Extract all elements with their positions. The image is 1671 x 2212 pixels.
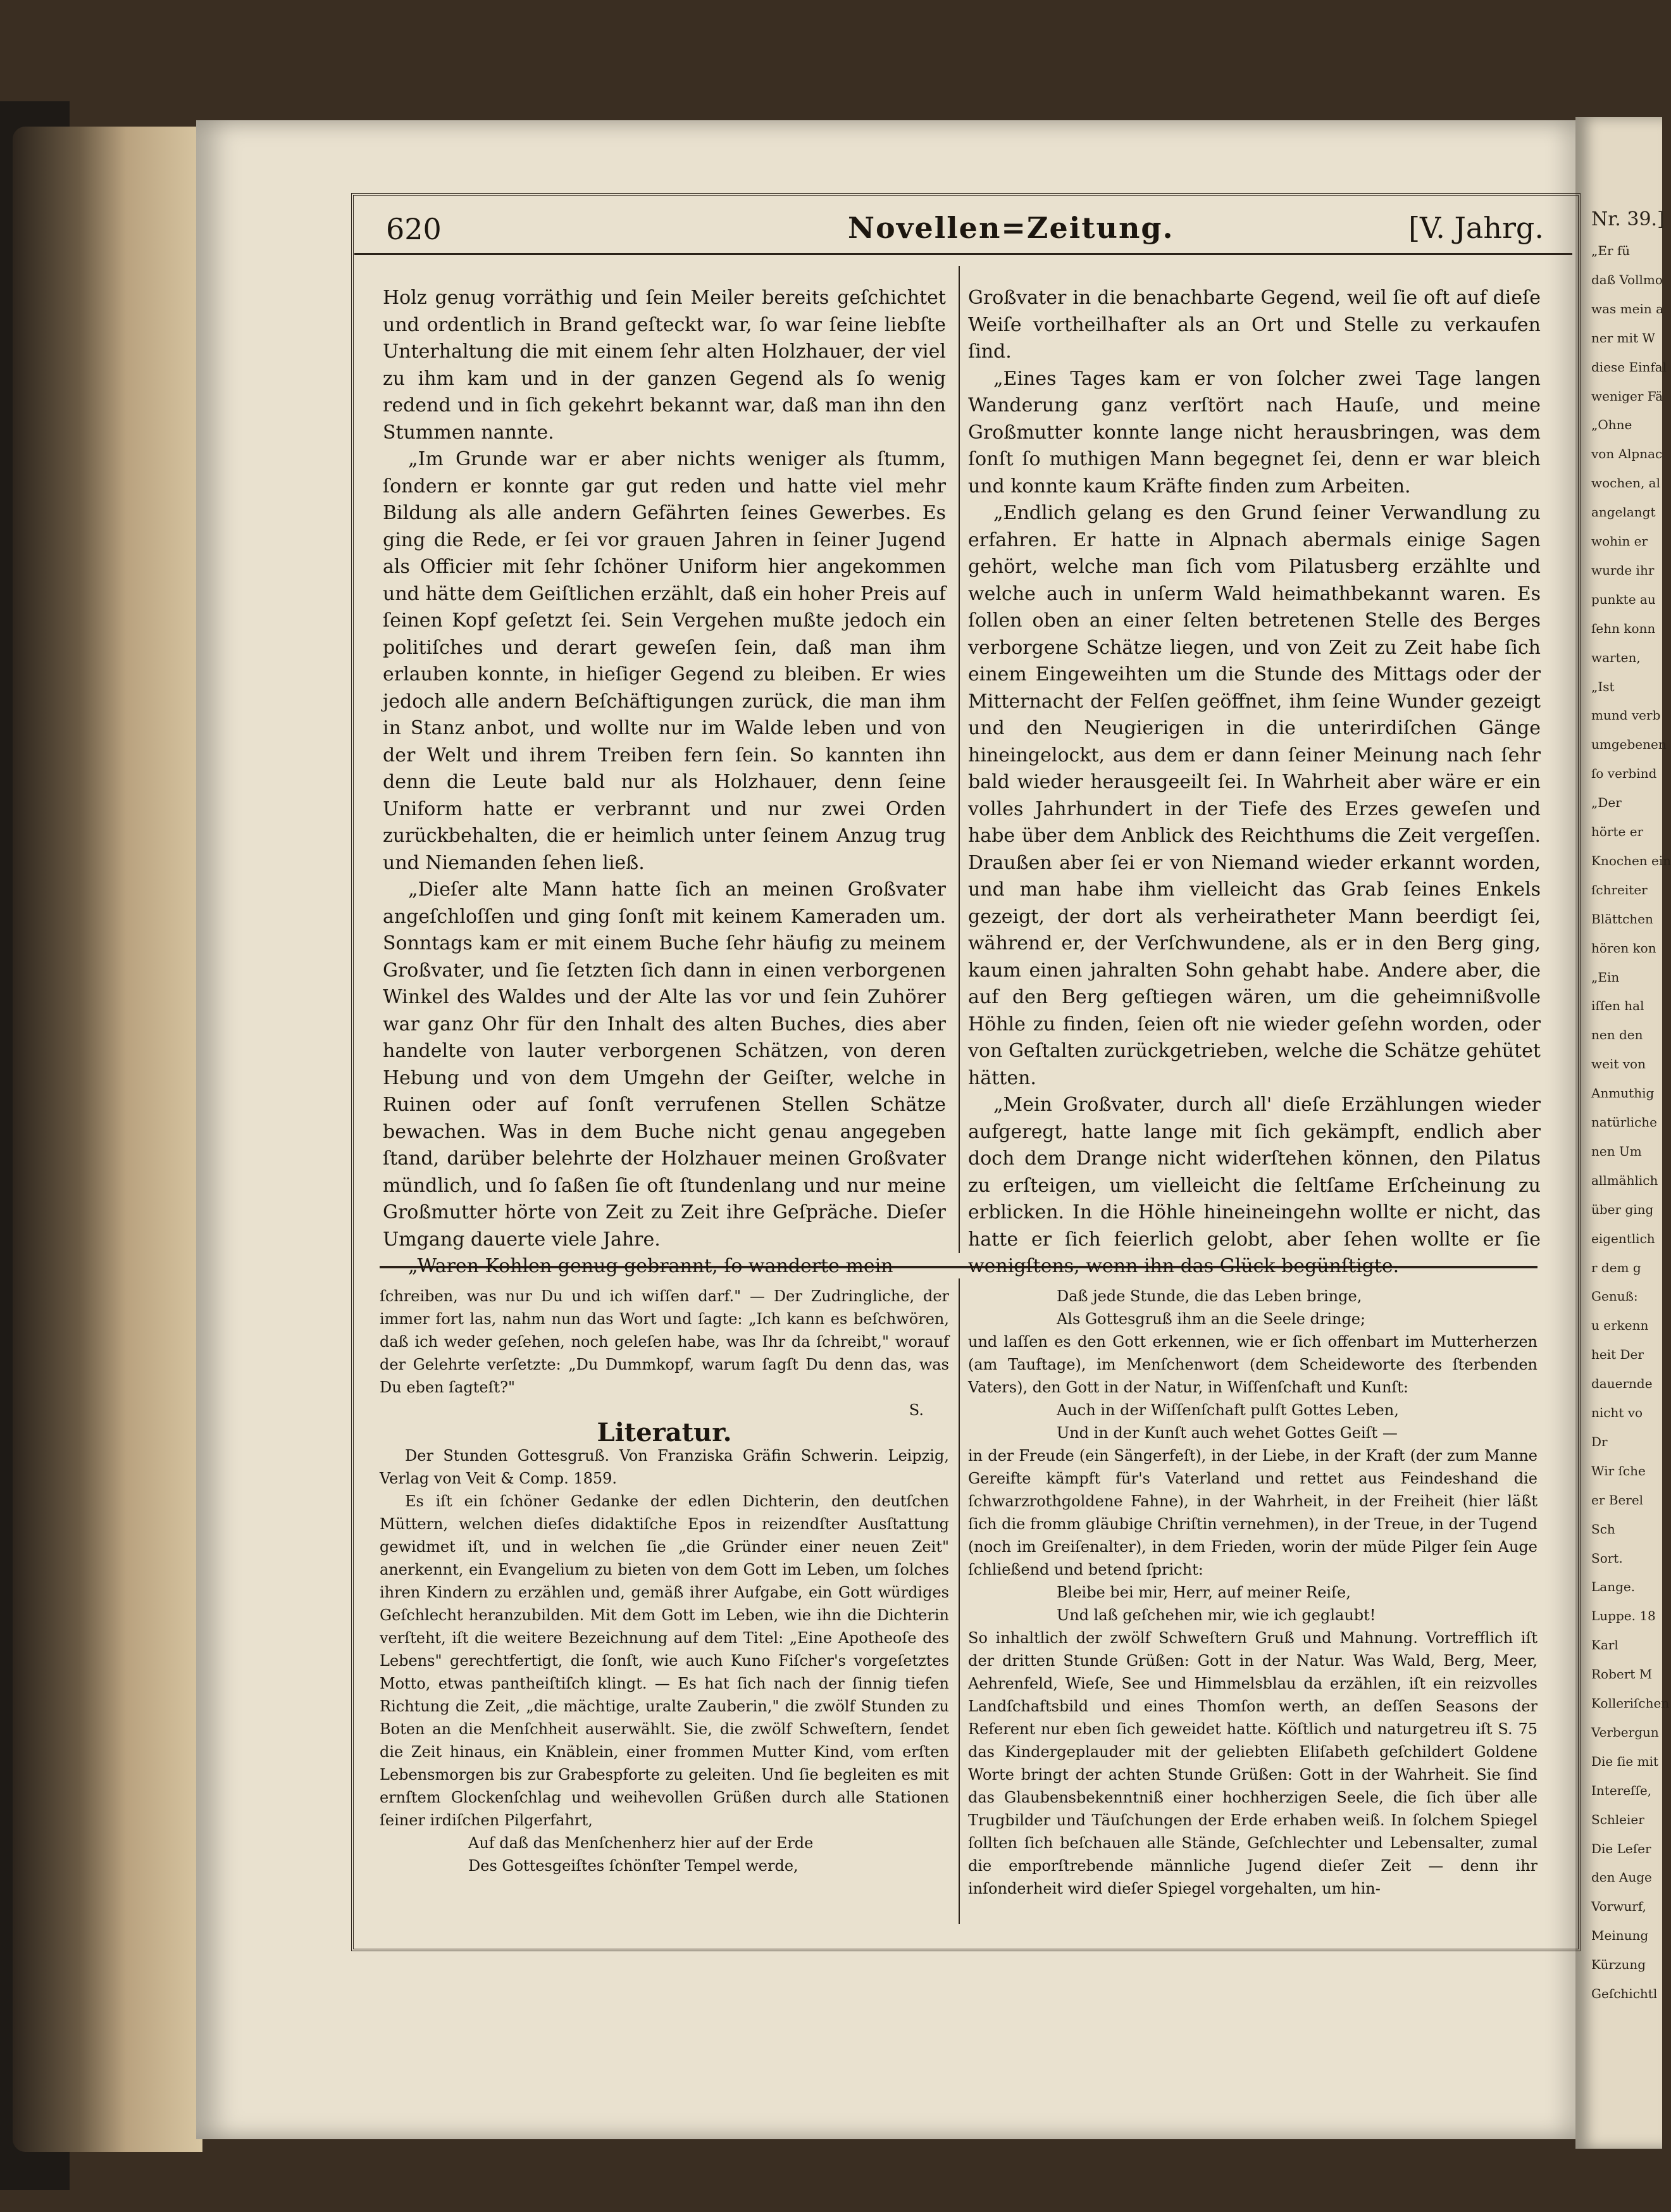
next-page-snippet: über ging	[1591, 1201, 1654, 1217]
next-page-snippet: was mein a	[1591, 301, 1664, 316]
next-page-snippet: punkte au	[1591, 591, 1656, 607]
next-page-snippet: natürliche	[1591, 1115, 1657, 1130]
next-page-snippet: wurde ihr	[1591, 562, 1655, 578]
next-page-snippet: ſchreiter	[1591, 882, 1648, 897]
next-page-snippet: Die ſie mit	[1591, 1753, 1659, 1769]
verse-line: Als Gottesgruß ihm an die Seele dringe;	[1057, 1310, 1366, 1328]
upper-left-column	[383, 285, 946, 1280]
next-page-snippet: warten,	[1591, 649, 1641, 665]
next-page-snippet: ner mit W	[1591, 330, 1655, 346]
review-text: in der Freude (ein Sängerfeſt), in der Liebe, in der Kraft (der zum Manne Gereifte kämpft für's Vaterland und rettet aus Feindeshand die ſchwarzrothgoldene Fahne), in der Wahrheit, in der Freiheit (hier läßt ſich die fromm gläubige Chriſtin vernehmen), in der Treue, in der Tugend (noch im Greiſenalter), in dem Frieden, worin der müde Pilger ſein Auge ſchließend und betend ſpricht:	[968, 1447, 1537, 1578]
next-page-snippet: Karl	[1591, 1637, 1618, 1653]
anecdote-text: ſchreiben, was nur Du und ich wiſſen darf." — Der Zudringliche, der immer fort las, nahm nun das Wort und ſagte: „Ich kann es beſchwören, daß ich weder geſehen, noch geleſen habe, was Ihr da ſchreibt," worauf der Gelehrte verſetzte: „Du Dummkopf, warum ſagſt Du denn das, was Du eben ſagteſt?"	[380, 1287, 949, 1396]
next-page-snippet: „Er fü	[1591, 243, 1631, 258]
paragraph: „Waren Kohlen genug gebrannt, ſo wanderte mein	[408, 1255, 893, 1277]
review-text: Es iſt ein ſchöner Gedanke der edlen Dichterin, den deutſchen Müttern, welchen dieſes didaktiſche Epos in reizendſter Ausſtattung gewidmet iſt, und in welchen ſie „die Gründer einer neuen Zeit" anerkennt, ein Evangelium zu bieten von dem Gott im Leben, um ſolches ihren Kindern zu erzählen und, gemäß ihrer Aufgabe, ein Gott würdiges Geſchlecht heranzubilden. Mit dem Gott im Leben, wie ihn die Dichterin verſteht, iſt die weitere Bezeichnung auf dem Titel: „Eine Apotheoſe des Lebens" gerechtfertigt, die ſonſt, wie auch Kuno Fiſcher's vorgeſetztes Motto, etwas pantheiſtiſch klingt. — Es hat ſich nach der ſinnig tiefen Richtung die Zeit, „die mächtige, uralte Zauberin," die zwölf Stunden zu Boten an die Menſchheit auserwählt. Sie, die zwölf Schweſtern, ſendet die Zeit hinaus, ein Knäblein, einer frommen Mutter Kind, vom erſten Lebensmorgen bis zur Grabespforte zu geleiten. Und ſie begleiten es mit ernſtem Glockenſchlag und weihevollen Grüßen durch alle Stationen ſeiner irdiſchen Pilgerfahrt,	[380, 1492, 949, 1829]
verse-line: Auf daß das Menſchenherz hier auf der Erde	[468, 1834, 814, 1852]
paragraph: „Dieſer alte Mann hatte ſich an meinen Großvater angeſchloſſen und ging ſonſt mit keinem Kameraden um. Sonntags kam er mit einem Buche ſehr häufig zu meinem Großvater, und ſie ſetzten ſich dann in einen verborgenen Winkel des Waldes und der Alte las vor und ſein Zuhörer war ganz Ohr für den Inhalt des alten Buches, dies aber handelte von lauter verborgenen Schätzen, von deren Hebung und von dem Umgehn der Geiſter, welche in Ruinen oder auf ſonſt verrufenen Stellen Schätze bewachen. Was in dem Buche nicht genau angegeben ſtand, darüber belehrte der Holzhauer meinen Großvater mündlich, und ſo ſaßen ſie oft ſtundenlang und nur meine Großmutter hörte von Zeit zu Zeit ihre Geſpräche. Dieſer Umgang dauerte viele Jahre.	[383, 878, 946, 1251]
next-page-snippet: diese Einfal	[1591, 359, 1667, 375]
next-page-snippet: Kolleriſchen	[1591, 1696, 1670, 1711]
next-page-snippet: Blättchen	[1591, 911, 1653, 927]
next-page-snippet: Luppe. 18	[1591, 1608, 1656, 1624]
upper-column-divider	[959, 266, 960, 1253]
verse-line: Und laß geſchehen mir, wie ich geglaubt!	[1057, 1606, 1376, 1624]
next-page-snippet: mund verb	[1591, 708, 1661, 723]
next-page-snippet: Robert M	[1591, 1666, 1653, 1682]
lower-right-column	[968, 1285, 1537, 1900]
next-page-snippet: Meinung	[1591, 1928, 1649, 1944]
next-page-snippet: Dr	[1591, 1434, 1608, 1449]
next-page-snippet: ſo verbind	[1591, 766, 1657, 782]
verse-line: Des Gottesgeiſtes ſchönſter Tempel werde,	[468, 1857, 798, 1875]
next-page-snippet: „Ist	[1591, 678, 1615, 694]
verse-line: Und in der Kunſt auch wehet Gottes Geiſt —	[1057, 1424, 1398, 1442]
next-page-snippet: wochen, al	[1591, 475, 1660, 491]
next-page-snippet: Sch	[1591, 1521, 1615, 1537]
next-page-snippet: „Der	[1591, 795, 1622, 811]
paragraph: „Endlich gelang es den Grund ſeiner Verwandlung zu erfahren. Er hatte in Alpnach abermals einige Sagen gehört, welche man ſich vom Pilatusberg erzählte und welche auch in unſerm Wald heimathbekannt waren. Es ſollen oben an einer ſelten betretenen Stelle des Berges verborgene Schätze liegen, und von Zeit zu Zeit habe ſich einem Eingeweihten um die Stunde des Mittags oder der Mitternacht der Felſen geöffnet, ihm ſeine Wunder gezeigt und den Neugierigen in die unterirdiſchen Gänge hineingelockt, aus dem er dann ſeiner Meinung nach ſehr bald wieder herausgeeilt ſei. In Wahrheit aber wäre er ein volles Jahrhundert in der Tiefe des Erzes geweſen und habe über dem Anblick des Reichthums die Zeit vergeſſen. Draußen aber ſei er von Niemand wieder erkannt worden, und man habe ihm vielleicht das Grab ſeines Enkels gezeigt, der dort als verheiratheter Mann beerdigt ſei, während er, der Verſchwundene, als er in den Berg ging, kaum einen jahralten Sohn gehabt habe. Andere aber, die auf den Berg geſtiegen wären, um die geheimnißvolle Höhle zu finden, ſeien oft nie wieder geſehn worden, oder von Geſtalten zurückgetrieben, welche die Schätze gehütet hätten.	[968, 502, 1541, 1089]
next-page-snippet: nen den	[1591, 1027, 1643, 1043]
next-page-snippet: Anmuthig	[1591, 1085, 1655, 1101]
review-text: und laſſen es den Gott erkennen, wie er ſich offenbart im Mutterherzen (am Tauftage), im Menſchenwort (dem Scheideworte des ſterbenden Vaters), den Gott in der Natur, in Wiſſenſchaft und Kunſt:	[968, 1333, 1537, 1396]
verse-line: Bleibe bei mir, Herr, auf meiner Reiſe,	[1057, 1584, 1351, 1601]
next-page-snippet: Lange.	[1591, 1579, 1636, 1595]
next-page-snippet: „Ein	[1591, 969, 1620, 985]
next-page-snippet: Geſchichtl	[1591, 1986, 1658, 2002]
next-page-snippet: allmählich	[1591, 1172, 1658, 1188]
journal-title: Novellen=Zeitung.	[848, 211, 1174, 245]
paragraph: Großvater in die benachbarte Gegend, weil ſie oft auf dieſe Weiſe vortheilhafter als an Ort und Stelle zu verkaufen ſind.	[968, 287, 1541, 363]
paragraph: „Mein Großvater, durch all' dieſe Erzählungen wieder aufgeregt, hatte lange mit ſich gekämpft, endlich aber doch dem Drange nicht widerſtehen können, den Pilatus zu erſteigen, um vielleicht die ſeltſame Erſcheinung zu erblicken. In die Höhle hineineingehn wollte er nicht, das hatte er ſich feierlich gelobt, aber ſehen wollte er ſie wenigſtens, wenn ihn das Glück begünſtigte.	[968, 1094, 1541, 1277]
next-page-snippet: r dem g	[1591, 1259, 1641, 1275]
verse-line: Daß jede Stunde, die das Leben bringe,	[1057, 1287, 1362, 1305]
review-text: So inhaltlich der zwölf Schweſtern Gruß und Mahnung. Vortrefflich iſt der dritten Stunde Grüßen: Gott in der Natur. Was Wald, Berg, Meer, Aehrenfeld, Wieſe, See und Himmelsblau da erzählen, iſt ein reizvolles Landſchaftsbild und eines Thomſon werth, an deſſen Seasons der Referent nur eben ſich geweidet hatte. Köſtlich und naturgetreu iſt S. 75 das Kindergeplauder mit der geliebten Eliſabeth geſchildert Goldene Worte bringt der achten Stunde Grüßen: Gott in der Wahrheit. Sie ſind das Glaubensbekenntniß einer hochherzigen Seele, die ſich über alle Trugbilder und Täuſchungen der Erde erhaben weiß. In ſolchem Spiegel ſollten ſich beſchauen alle Stände, Geſchlechter und Lebensalter, zumal die emporſtrebende männliche Jugend dieſer Zeit — denn ihr inſonderheit wird dieſer Spiegel vorgehalten, um hin-	[968, 1629, 1537, 1897]
next-page-snippet: Knochen ein	[1591, 853, 1671, 868]
next-page-snippet: dauernde	[1591, 1376, 1653, 1392]
next-page-snippet: weniger Fä	[1591, 388, 1663, 404]
volume-year: [V. Jahrg.	[1408, 211, 1544, 245]
next-page-snippet: er Berel	[1591, 1492, 1644, 1508]
next-page-edge	[1575, 117, 1671, 2149]
next-page-snippet: „Ohne	[1591, 417, 1632, 433]
next-page-snippet: Die Leſer	[1591, 1840, 1651, 1856]
header-rule	[354, 253, 1572, 255]
next-page-snippet: nicht vo	[1591, 1405, 1643, 1421]
next-page-snippet: iſſen hal	[1591, 998, 1644, 1014]
next-page-snippet: u erkenn	[1591, 1318, 1649, 1334]
next-page-snippet: von Alpnac	[1591, 446, 1663, 462]
next-page-issue: Nr. 39.]	[1591, 208, 1665, 230]
next-page-snippet: wohin er	[1591, 534, 1648, 549]
paragraph: „Eines Tages kam er von ſolcher zwei Tage langen Wanderung ganz verſtört nach Hauſe, und meine Großmutter konnte lange nicht herausbringen, was dem ſonſt ſo muthigen Mann begegnet ſei, denn er war bleich und konnte kaum Kräfte finden zum Arbeiten.	[968, 367, 1541, 497]
next-page-snippet: Wir ſche	[1591, 1463, 1646, 1478]
page-stack-edge	[13, 127, 202, 2152]
next-page-snippet: Kürzung	[1591, 1957, 1646, 1973]
next-page-snippet: ſehn konn	[1591, 620, 1656, 636]
next-page-snippet: hörte er	[1591, 824, 1644, 840]
lower-left-column	[380, 1285, 949, 1877]
next-page-snippet: heit Der	[1591, 1347, 1644, 1363]
page-header	[367, 206, 1569, 256]
next-page-snippet: angelangt	[1591, 504, 1656, 520]
paragraph: Holz genug vorräthig und ſein Meiler bereits geſchichtet und ordentlich in Brand geſteckt war, ſo war ſeine liebſte Unterhaltung die mit einem ſehr alten Holzhauer, der viel zu ihm kam und in der ganzen Gegend als ſo wenig redend und in ſich gekehrt bekannt war, daß man ihn den Stummen nannte.	[383, 287, 946, 444]
next-page-snippet: daß Vollmo	[1591, 272, 1663, 287]
literature-heading: Literatur.	[597, 1418, 732, 1447]
book-entry: Der Stunden Gottesgruß. Von Franziska Gräfin Schwerin. Leipzig, Verlag von Veit & Comp. 1859.	[380, 1447, 949, 1487]
next-page-snippet: Schleier	[1591, 1811, 1644, 1827]
lower-column-divider	[959, 1278, 960, 1924]
next-page-snippet: weit von	[1591, 1056, 1646, 1072]
next-page-snippet: Sort.	[1591, 1550, 1623, 1566]
next-page-snippet: hören kon	[1591, 940, 1656, 956]
page-number: 620	[386, 212, 442, 246]
paragraph: „Im Grunde war er aber nichts weniger als ſtumm, ſondern er konnte gar gut reden und hatte viel mehr Bildung als alle andern Gefährten ſeines Gewerbes. Es ging die Rede, er ſei vor grauen Jahren in ſeiner Jugend als Officier mit ſehr ſchöner Uniform hier angekommen und hätte dem Geiſtlichen erzählt, daß ein hoher Preis auf ſeinen Kopf geſetzt ſei. Sein Vergehen mußte jedoch ein politiſches und derart geweſen ſein, daß man ihm erlauben konnte, in hieſiger Gegend zu bleiben. Er wies jedoch alle andern Beſchäftigungen zurück, die man ihm in Stanz anbot, und wollte nur im Walde leben und von der Welt und ihrem Treiben fern ſein. So kannten ihn denn die Leute bald nur als Holzhauer, denn ſeine Uniform hatte er verbrannt und nur zwei Orden zurückbehalten, die er heimlich unter ſeinem Anzug trug und Niemanden ſehen ließ.	[383, 448, 946, 874]
verse-line: Auch in der Wiſſenſchaft pulſt Gottes Leben,	[1057, 1401, 1399, 1419]
next-page-snippet: Vorwurf,	[1591, 1899, 1646, 1915]
anecdote-signature: S.	[909, 1401, 924, 1419]
next-page-snippet: den Auge	[1591, 1870, 1652, 1885]
next-page-snippet: umgebenen	[1591, 737, 1667, 753]
next-page-snippet: Intereſſe,	[1591, 1782, 1652, 1798]
next-page-snippet: Verbergun	[1591, 1724, 1659, 1740]
next-page-snippet: nen Um	[1591, 1143, 1642, 1159]
upper-right-column	[968, 285, 1541, 1280]
next-page-snippet: eigentlich	[1591, 1230, 1655, 1246]
next-page-snippet: Genuß:	[1591, 1289, 1638, 1304]
